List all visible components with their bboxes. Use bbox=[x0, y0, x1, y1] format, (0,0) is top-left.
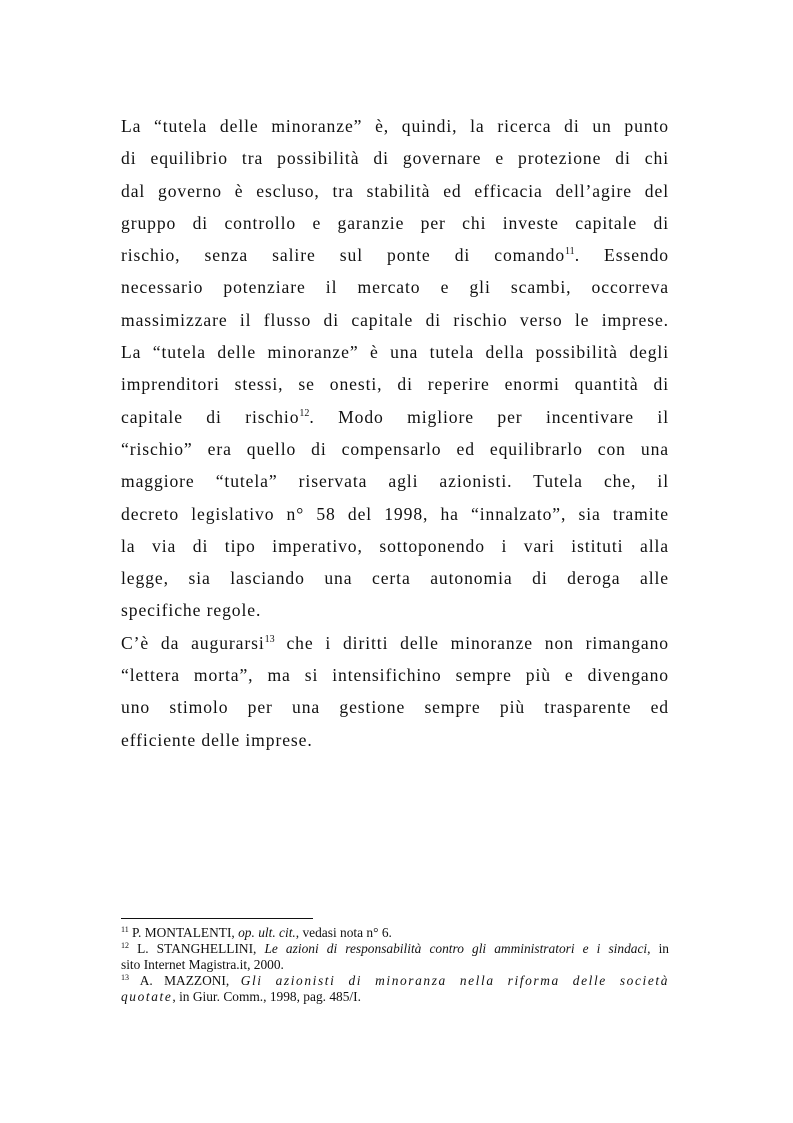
text-line bbox=[121, 562, 669, 594]
text-line bbox=[121, 498, 669, 530]
line-text-continued: . Modo migliore per incentivare il bbox=[309, 406, 669, 427]
footnote-text: sito Internet Magistra.it, 2000. bbox=[121, 957, 284, 972]
footnote-line bbox=[121, 957, 669, 973]
line-text: C’è da augurarsi bbox=[121, 632, 265, 653]
footnote-number: 11 bbox=[121, 925, 129, 934]
text-line bbox=[121, 594, 669, 626]
footnote-line bbox=[121, 941, 669, 957]
line-text: rischio, senza salire sul ponte di comando bbox=[121, 245, 566, 266]
line-text: La “tutela delle minoranze” è, quindi, la ricerca di un punto bbox=[121, 116, 669, 136]
line-text: specifiche regole. bbox=[121, 600, 262, 621]
line-text: uno stimolo per una gestione sempre più trasparente ed bbox=[121, 697, 669, 718]
footnote-text: , vedasi nota n° 6. bbox=[295, 925, 392, 940]
footnotes bbox=[121, 925, 669, 1005]
line-text: massimizzare il flusso di capitale di rischio verso le imprese. bbox=[121, 309, 669, 330]
citation-title: quotate bbox=[121, 989, 173, 1004]
text-line bbox=[121, 336, 669, 368]
line-text: necessario potenziare il mercato e gli scambi, occorreva bbox=[121, 277, 669, 298]
text-line bbox=[121, 401, 669, 433]
text-line bbox=[121, 724, 669, 756]
line-text: “rischio” era quello di compensarlo ed equilibrarlo con una bbox=[121, 438, 669, 459]
citation-title: Le azioni di responsabilità contro gli amministratori e i sindaci bbox=[264, 941, 648, 956]
line-text-continued: . Essendo bbox=[574, 245, 669, 266]
line-text: imprenditori stessi, se onesti, di reperire enormi quantità di bbox=[121, 374, 669, 395]
line-text: gruppo di controllo e garanzie per chi investe capitale di bbox=[121, 212, 669, 233]
text-line bbox=[121, 659, 669, 691]
text-line bbox=[121, 465, 669, 497]
text-line bbox=[121, 175, 669, 207]
text-line bbox=[121, 271, 669, 303]
line-text: la via di tipo imperativo, sottoponendo i vari istituti alla bbox=[121, 535, 669, 556]
footnote-text: , in bbox=[647, 941, 669, 956]
line-text-continued: che i diritti delle minoranze non rimangano bbox=[274, 632, 669, 653]
line-text: maggiore “tutela” riservata agli azionisti. Tutela che, il bbox=[121, 471, 669, 492]
footnote-line bbox=[121, 925, 669, 941]
footnote-separator bbox=[121, 918, 313, 919]
footnote-text: P. MONTALENTI, bbox=[128, 925, 239, 940]
line-text: dal governo è escluso, tra stabilità ed efficacia dell’agire del bbox=[121, 180, 669, 201]
footnote-reference[interactable]: 12 bbox=[299, 407, 310, 419]
footnote-line bbox=[121, 989, 669, 1005]
footnote bbox=[121, 941, 669, 973]
text-line bbox=[121, 368, 669, 400]
line-text: efficiente delle imprese. bbox=[121, 729, 313, 750]
paragraph bbox=[121, 627, 669, 756]
footnote-number: 12 bbox=[121, 941, 129, 950]
citation-title: Gli azionisti di minoranza nella riforma delle società bbox=[240, 973, 669, 988]
footnote bbox=[121, 925, 669, 941]
footnote-reference[interactable]: 13 bbox=[264, 633, 275, 645]
line-text: La “tutela delle minoranze” è una tutela della possibilità degli bbox=[121, 342, 669, 363]
footnote-line bbox=[121, 973, 669, 989]
citation-title: op. ult. cit. bbox=[238, 925, 296, 940]
text-line bbox=[121, 691, 669, 723]
line-text: di equilibrio tra possibilità di governare e protezione di chi bbox=[121, 148, 669, 169]
footnote-number: 13 bbox=[121, 973, 129, 982]
footnote-reference[interactable]: 11 bbox=[565, 246, 575, 258]
footnote-text: L. STANGHELLINI, bbox=[129, 941, 265, 956]
footnote-text: , in Giur. Comm., 1998, pag. 485/I. bbox=[172, 989, 361, 1004]
footnote bbox=[121, 973, 669, 1005]
footnote-text: A. MAZZONI, bbox=[129, 973, 241, 988]
paragraph bbox=[121, 110, 669, 336]
text-line bbox=[121, 627, 669, 659]
body-text bbox=[121, 110, 669, 756]
paragraph bbox=[121, 336, 669, 627]
line-text: capitale di rischio bbox=[121, 406, 300, 427]
text-line bbox=[121, 530, 669, 562]
text-line bbox=[121, 433, 669, 465]
text-line bbox=[121, 142, 669, 174]
line-text: decreto legislativo n° 58 del 1998, ha “innalzato”, sia tramite bbox=[121, 503, 669, 524]
text-line bbox=[121, 207, 669, 239]
line-text: legge, sia lasciando una certa autonomia di deroga alle bbox=[121, 568, 669, 589]
text-line bbox=[121, 110, 669, 142]
text-line bbox=[121, 304, 669, 336]
line-text: “lettera morta”, ma si intensifichino sempre più e divengano bbox=[121, 665, 669, 686]
text-line bbox=[121, 239, 669, 271]
